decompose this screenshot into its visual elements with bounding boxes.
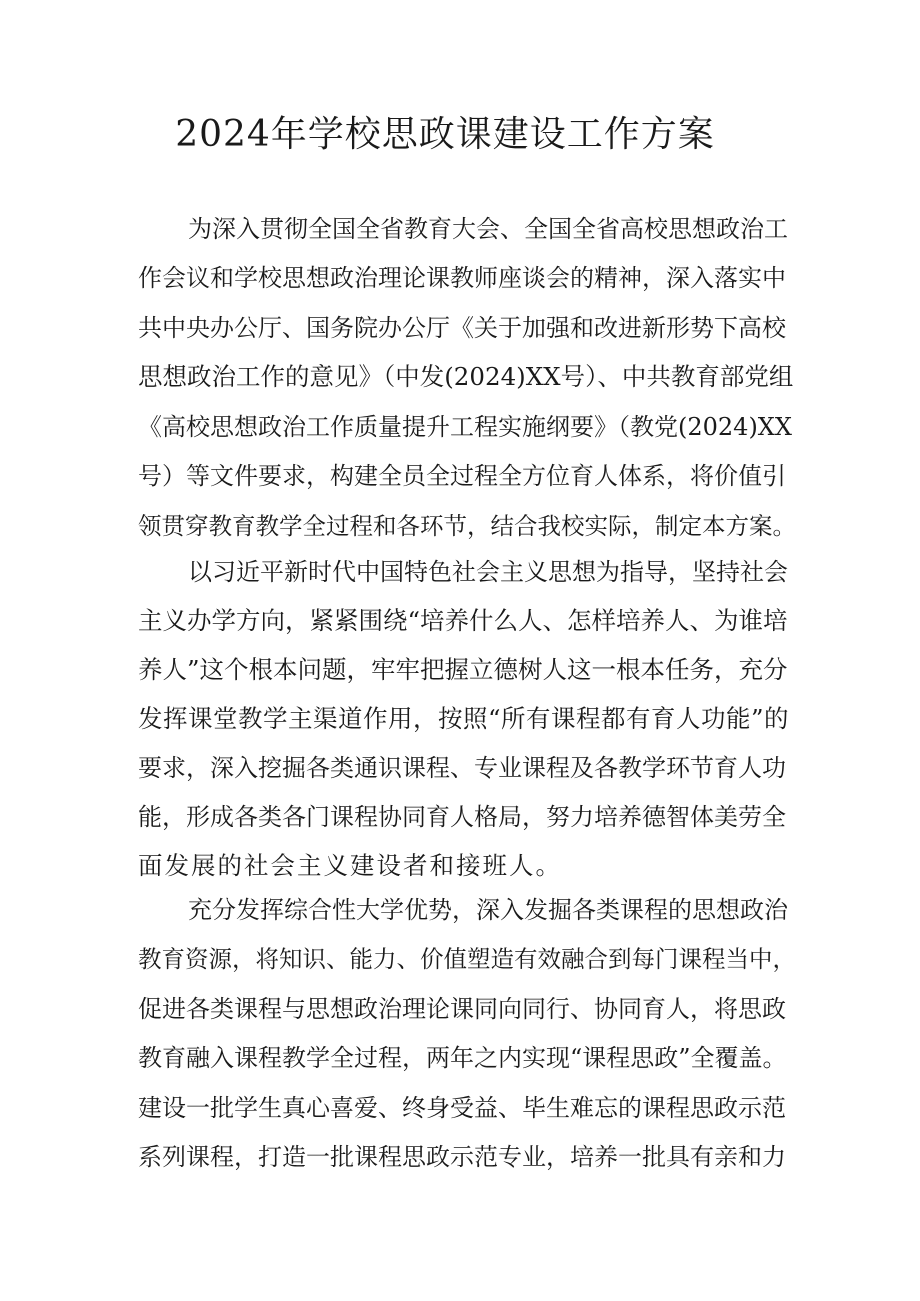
- paragraph-line: 系列课程，打造一批课程思政示范专业，培养一批具有亲和力: [138, 1143, 786, 1171]
- paragraph-line: 号）等文件要求，构建全员全过程全方位育人体系，将价值引: [138, 462, 786, 490]
- document-title: 2024年学校思政课建设工作方案: [175, 114, 715, 155]
- paragraph-line: 教育融入课程教学全过程，两年之内实现“课程思政”全覆盖。: [138, 1044, 787, 1072]
- paragraph-line: 共中央办公厅、国务院办公厅《关于加强和改进新形势下高校: [138, 314, 786, 342]
- paragraph-line: 《高校思想政治工作质量提升工程实施纲要》（教党(2024)XX: [138, 413, 792, 441]
- paragraph-line: 养人”这个根本问题，牢牢把握立德树人这一根本任务，充分: [138, 655, 788, 684]
- paragraph-line: 思想政治工作的意见》（中发(2024)XX号）、中共教育部党组: [138, 362, 794, 391]
- paragraph-line: 促进各类课程与思想政治理论课同向同行、协同育人，将思政: [138, 995, 786, 1023]
- paragraph-line: 要求，深入挖掘各类通识课程、专业课程及各教学环节育人功: [138, 754, 786, 782]
- paragraph-line: 发挥课堂教学主渠道作用，按照“所有课程都有育人功能”的: [138, 704, 790, 733]
- paragraph-line: 领贯穿教育教学全过程和各环节，结合我校实际，制定本方案。: [138, 512, 796, 540]
- paragraph-line: 作会议和学校思想政治理论课教师座谈会的精神，深入落实中: [138, 264, 786, 292]
- paragraph-line: 教育资源，将知识、能力、价值塑造有效融合到每门课程当中，: [138, 945, 796, 973]
- paragraph-line: 主义办学方向，紧紧围绕“培养什么人、怎样培养人、为谁培: [138, 606, 788, 635]
- paragraph-line: 面发展的社会主义建设者和接班人。: [138, 851, 562, 880]
- paragraph-line: 充分发挥综合性大学优势，深入发掘各类课程的思想政治: [188, 896, 788, 924]
- paragraph-line: 能，形成各类各门课程协同育人格局，努力培养德智体美劳全: [138, 803, 786, 831]
- paragraph-line: 建设一批学生真心喜爱、终身受益、毕生难忘的课程思政示范: [138, 1094, 786, 1122]
- paragraph-line: 以习近平新时代中国特色社会主义思想为指导，坚持社会: [188, 558, 788, 586]
- paragraph-line: 为深入贯彻全国全省教育大会、全国全省高校思想政治工: [188, 215, 788, 243]
